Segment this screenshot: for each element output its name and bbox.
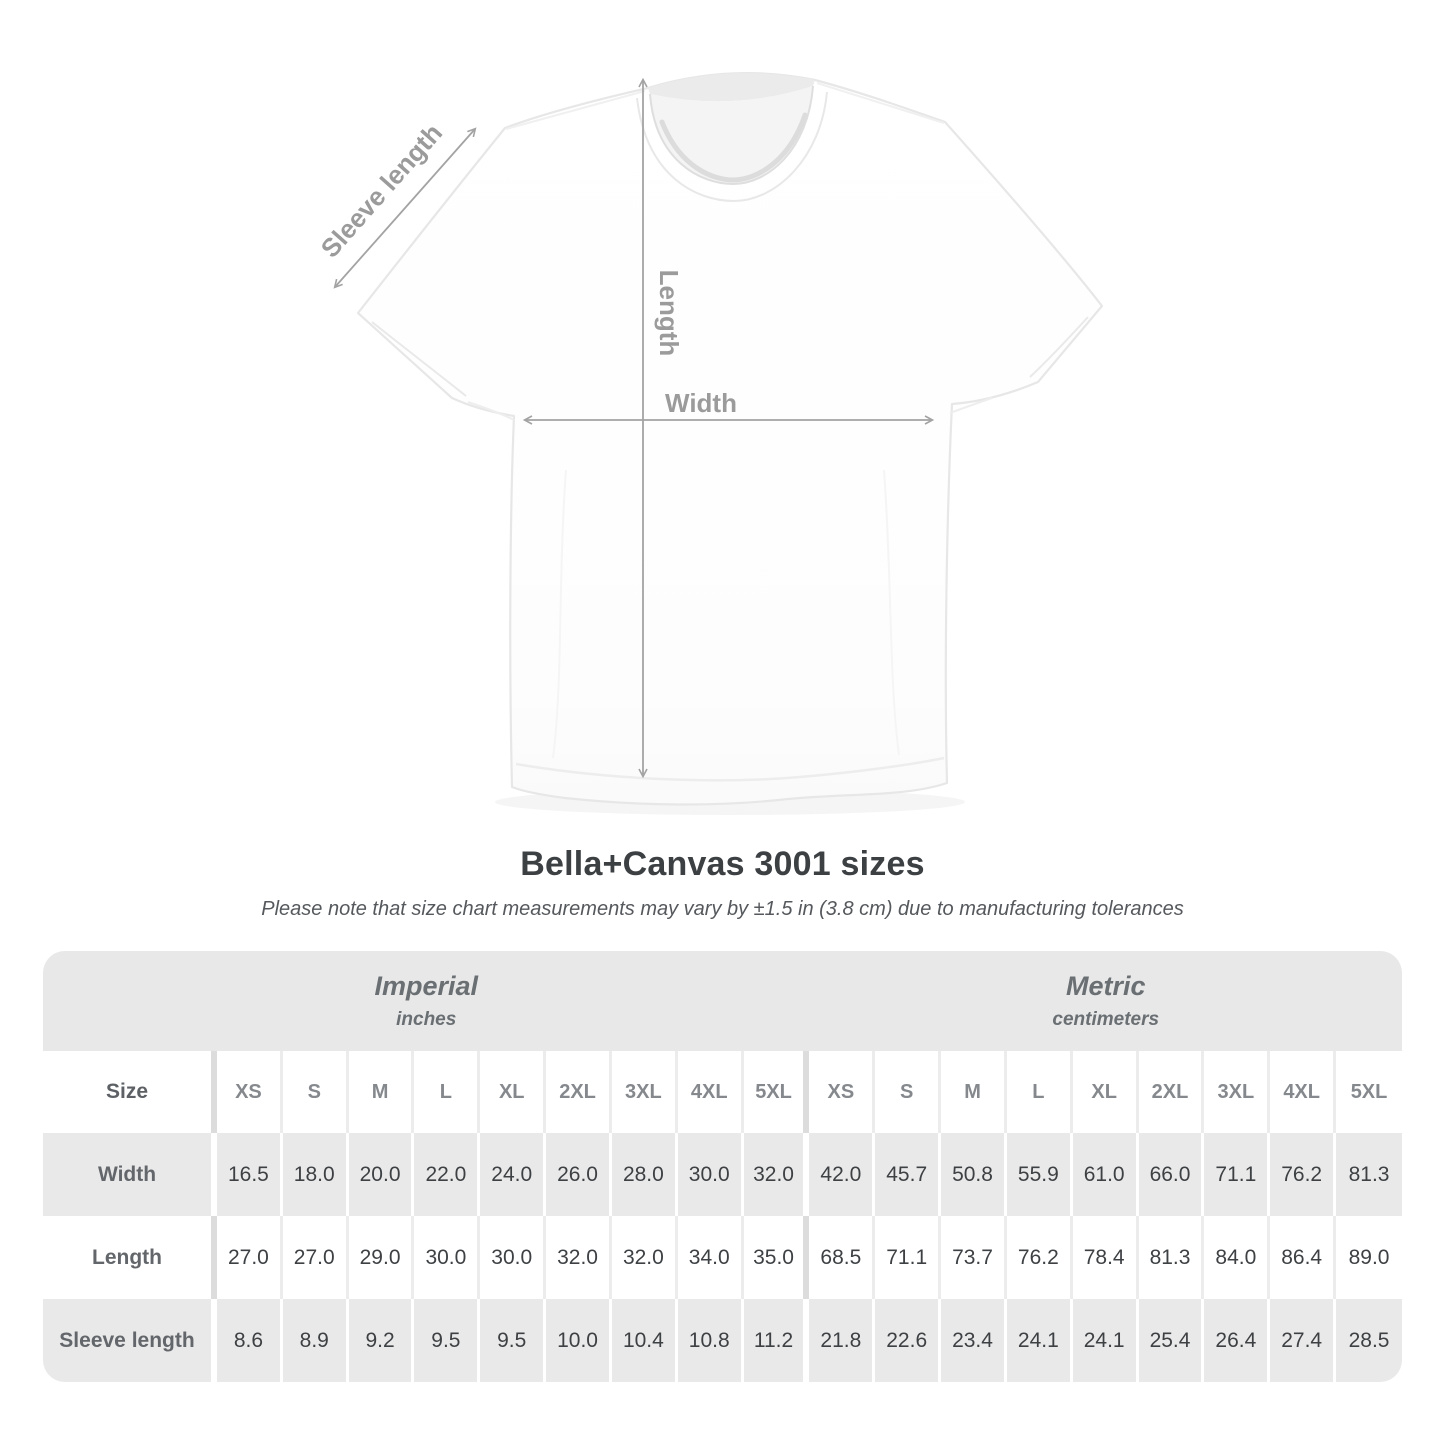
value-imperial-2xl: 32.0 bbox=[546, 1216, 612, 1299]
value-metric-3xl: 26.4 bbox=[1204, 1299, 1270, 1382]
value-imperial-5xl: 32.0 bbox=[744, 1133, 810, 1216]
size-col-metric-4xl: 4XL bbox=[1270, 1051, 1336, 1133]
size-col-metric-5xl: 5XL bbox=[1350, 1080, 1388, 1103]
value-metric-xs: 21.8 bbox=[809, 1299, 875, 1382]
value-metric-s: 22.6 bbox=[875, 1299, 941, 1382]
size-col-metric-l: L bbox=[1007, 1051, 1073, 1133]
value-metric-4xl: 86.4 bbox=[1270, 1216, 1336, 1299]
value-metric-xl: 61.0 bbox=[1073, 1133, 1139, 1216]
size-col-metric-m: M bbox=[941, 1051, 1007, 1133]
value-metric-3xl: 71.1 bbox=[1204, 1133, 1270, 1216]
value-metric-2xl: 66.0 bbox=[1139, 1133, 1205, 1216]
table-row-sleeve-length bbox=[43, 1299, 1402, 1382]
value-imperial-4xl: 30.0 bbox=[678, 1133, 744, 1216]
size-col-imperial-2xl: 2XL bbox=[546, 1051, 612, 1133]
imperial-unit-label: inches bbox=[396, 1009, 457, 1030]
value-metric-l: 76.2 bbox=[1007, 1216, 1073, 1299]
metric-label: Metric bbox=[1065, 971, 1146, 1001]
width-label: Width bbox=[665, 388, 737, 418]
value-imperial-m: 29.0 bbox=[349, 1216, 415, 1299]
size-col-imperial-xs: XS bbox=[217, 1051, 283, 1133]
length-label: Length bbox=[654, 269, 685, 357]
value-imperial-xs: 16.5 bbox=[217, 1133, 283, 1216]
row-label: Width bbox=[43, 1133, 217, 1216]
size-col-imperial-m: M bbox=[349, 1051, 415, 1133]
size-table-body bbox=[43, 1133, 1402, 1382]
value-metric-5xl: 28.5 bbox=[1336, 1299, 1402, 1382]
value-imperial-5xl: 35.0 bbox=[744, 1216, 810, 1299]
value-imperial-s: 8.9 bbox=[283, 1299, 349, 1382]
value-imperial-4xl: 34.0 bbox=[678, 1216, 744, 1299]
value-metric-xl: 78.4 bbox=[1073, 1216, 1139, 1299]
value-imperial-l: 9.5 bbox=[414, 1299, 480, 1382]
value-metric-xs: 68.5 bbox=[809, 1216, 875, 1299]
value-metric-2xl: 25.4 bbox=[1139, 1299, 1205, 1382]
value-imperial-3xl: 32.0 bbox=[612, 1216, 678, 1299]
tolerance-note: Please note that size chart measurements may vary by ±1.5 in (3.8 cm) due to manufacturing tolerances bbox=[261, 898, 1184, 920]
value-metric-s: 45.7 bbox=[875, 1133, 941, 1216]
metric-section-header bbox=[809, 951, 1402, 1051]
value-imperial-xl: 24.0 bbox=[480, 1133, 546, 1216]
size-col-imperial-l: L bbox=[414, 1051, 480, 1133]
value-imperial-xl: 9.5 bbox=[480, 1299, 546, 1382]
value-imperial-xs: 8.6 bbox=[217, 1299, 283, 1382]
size-chart-table bbox=[43, 951, 1402, 1382]
size-col-imperial-s: S bbox=[283, 1051, 349, 1133]
value-imperial-l: 30.0 bbox=[414, 1216, 480, 1299]
value-metric-xs: 42.0 bbox=[809, 1133, 875, 1216]
value-metric-m: 50.8 bbox=[941, 1133, 1007, 1216]
value-metric-xl: 24.1 bbox=[1073, 1299, 1139, 1382]
value-imperial-s: 18.0 bbox=[283, 1133, 349, 1216]
size-col-metric-s: S bbox=[875, 1051, 941, 1133]
value-imperial-xl: 30.0 bbox=[480, 1216, 546, 1299]
row-label: Length bbox=[43, 1216, 217, 1299]
row-label: Sleeve length bbox=[43, 1299, 217, 1382]
value-metric-5xl: 81.3 bbox=[1336, 1133, 1402, 1216]
value-metric-2xl: 81.3 bbox=[1139, 1216, 1205, 1299]
value-metric-4xl: 76.2 bbox=[1270, 1133, 1336, 1216]
value-imperial-3xl: 28.0 bbox=[612, 1133, 678, 1216]
size-column-header: Size bbox=[43, 1051, 217, 1133]
value-imperial-m: 9.2 bbox=[349, 1299, 415, 1382]
value-metric-m: 73.7 bbox=[941, 1216, 1007, 1299]
unit-header-row bbox=[43, 951, 1402, 1051]
value-imperial-4xl: 10.8 bbox=[678, 1299, 744, 1382]
size-col-metric-xl: XL bbox=[1073, 1051, 1139, 1133]
value-metric-5xl: 89.0 bbox=[1336, 1216, 1402, 1299]
page-title: Bella+Canvas 3001 sizes bbox=[520, 845, 925, 883]
size-col-metric-3xl: 3XL bbox=[1204, 1051, 1270, 1133]
value-imperial-5xl: 11.2 bbox=[744, 1299, 810, 1382]
value-imperial-xs: 27.0 bbox=[217, 1216, 283, 1299]
value-metric-s: 71.1 bbox=[875, 1216, 941, 1299]
table-row-length bbox=[43, 1216, 1402, 1299]
imperial-section-header bbox=[43, 951, 809, 1051]
size-col-imperial-xl: XL bbox=[480, 1051, 546, 1133]
value-metric-4xl: 27.4 bbox=[1270, 1299, 1336, 1382]
size-col-imperial-3xl: 3XL bbox=[612, 1051, 678, 1133]
size-col-metric-2xl: 2XL bbox=[1139, 1051, 1205, 1133]
metric-unit-label: centimeters bbox=[1052, 1009, 1160, 1030]
value-imperial-2xl: 26.0 bbox=[546, 1133, 612, 1216]
imperial-label: Imperial bbox=[374, 971, 478, 1001]
value-metric-3xl: 84.0 bbox=[1204, 1216, 1270, 1299]
value-imperial-3xl: 10.4 bbox=[612, 1299, 678, 1382]
sleeve-length-label: Sleeve length bbox=[314, 117, 449, 264]
size-col-metric-xs: XS bbox=[809, 1051, 875, 1133]
size-header-row bbox=[43, 1051, 1402, 1133]
value-imperial-2xl: 10.0 bbox=[546, 1299, 612, 1382]
value-imperial-s: 27.0 bbox=[283, 1216, 349, 1299]
value-metric-l: 24.1 bbox=[1007, 1299, 1073, 1382]
value-metric-l: 55.9 bbox=[1007, 1133, 1073, 1216]
value-metric-m: 23.4 bbox=[941, 1299, 1007, 1382]
table-row-width bbox=[43, 1133, 1402, 1216]
value-imperial-l: 22.0 bbox=[414, 1133, 480, 1216]
size-col-imperial-5xl: 5XL bbox=[744, 1051, 810, 1133]
size-col-imperial-4xl: 4XL bbox=[678, 1051, 744, 1133]
value-imperial-m: 20.0 bbox=[349, 1133, 415, 1216]
